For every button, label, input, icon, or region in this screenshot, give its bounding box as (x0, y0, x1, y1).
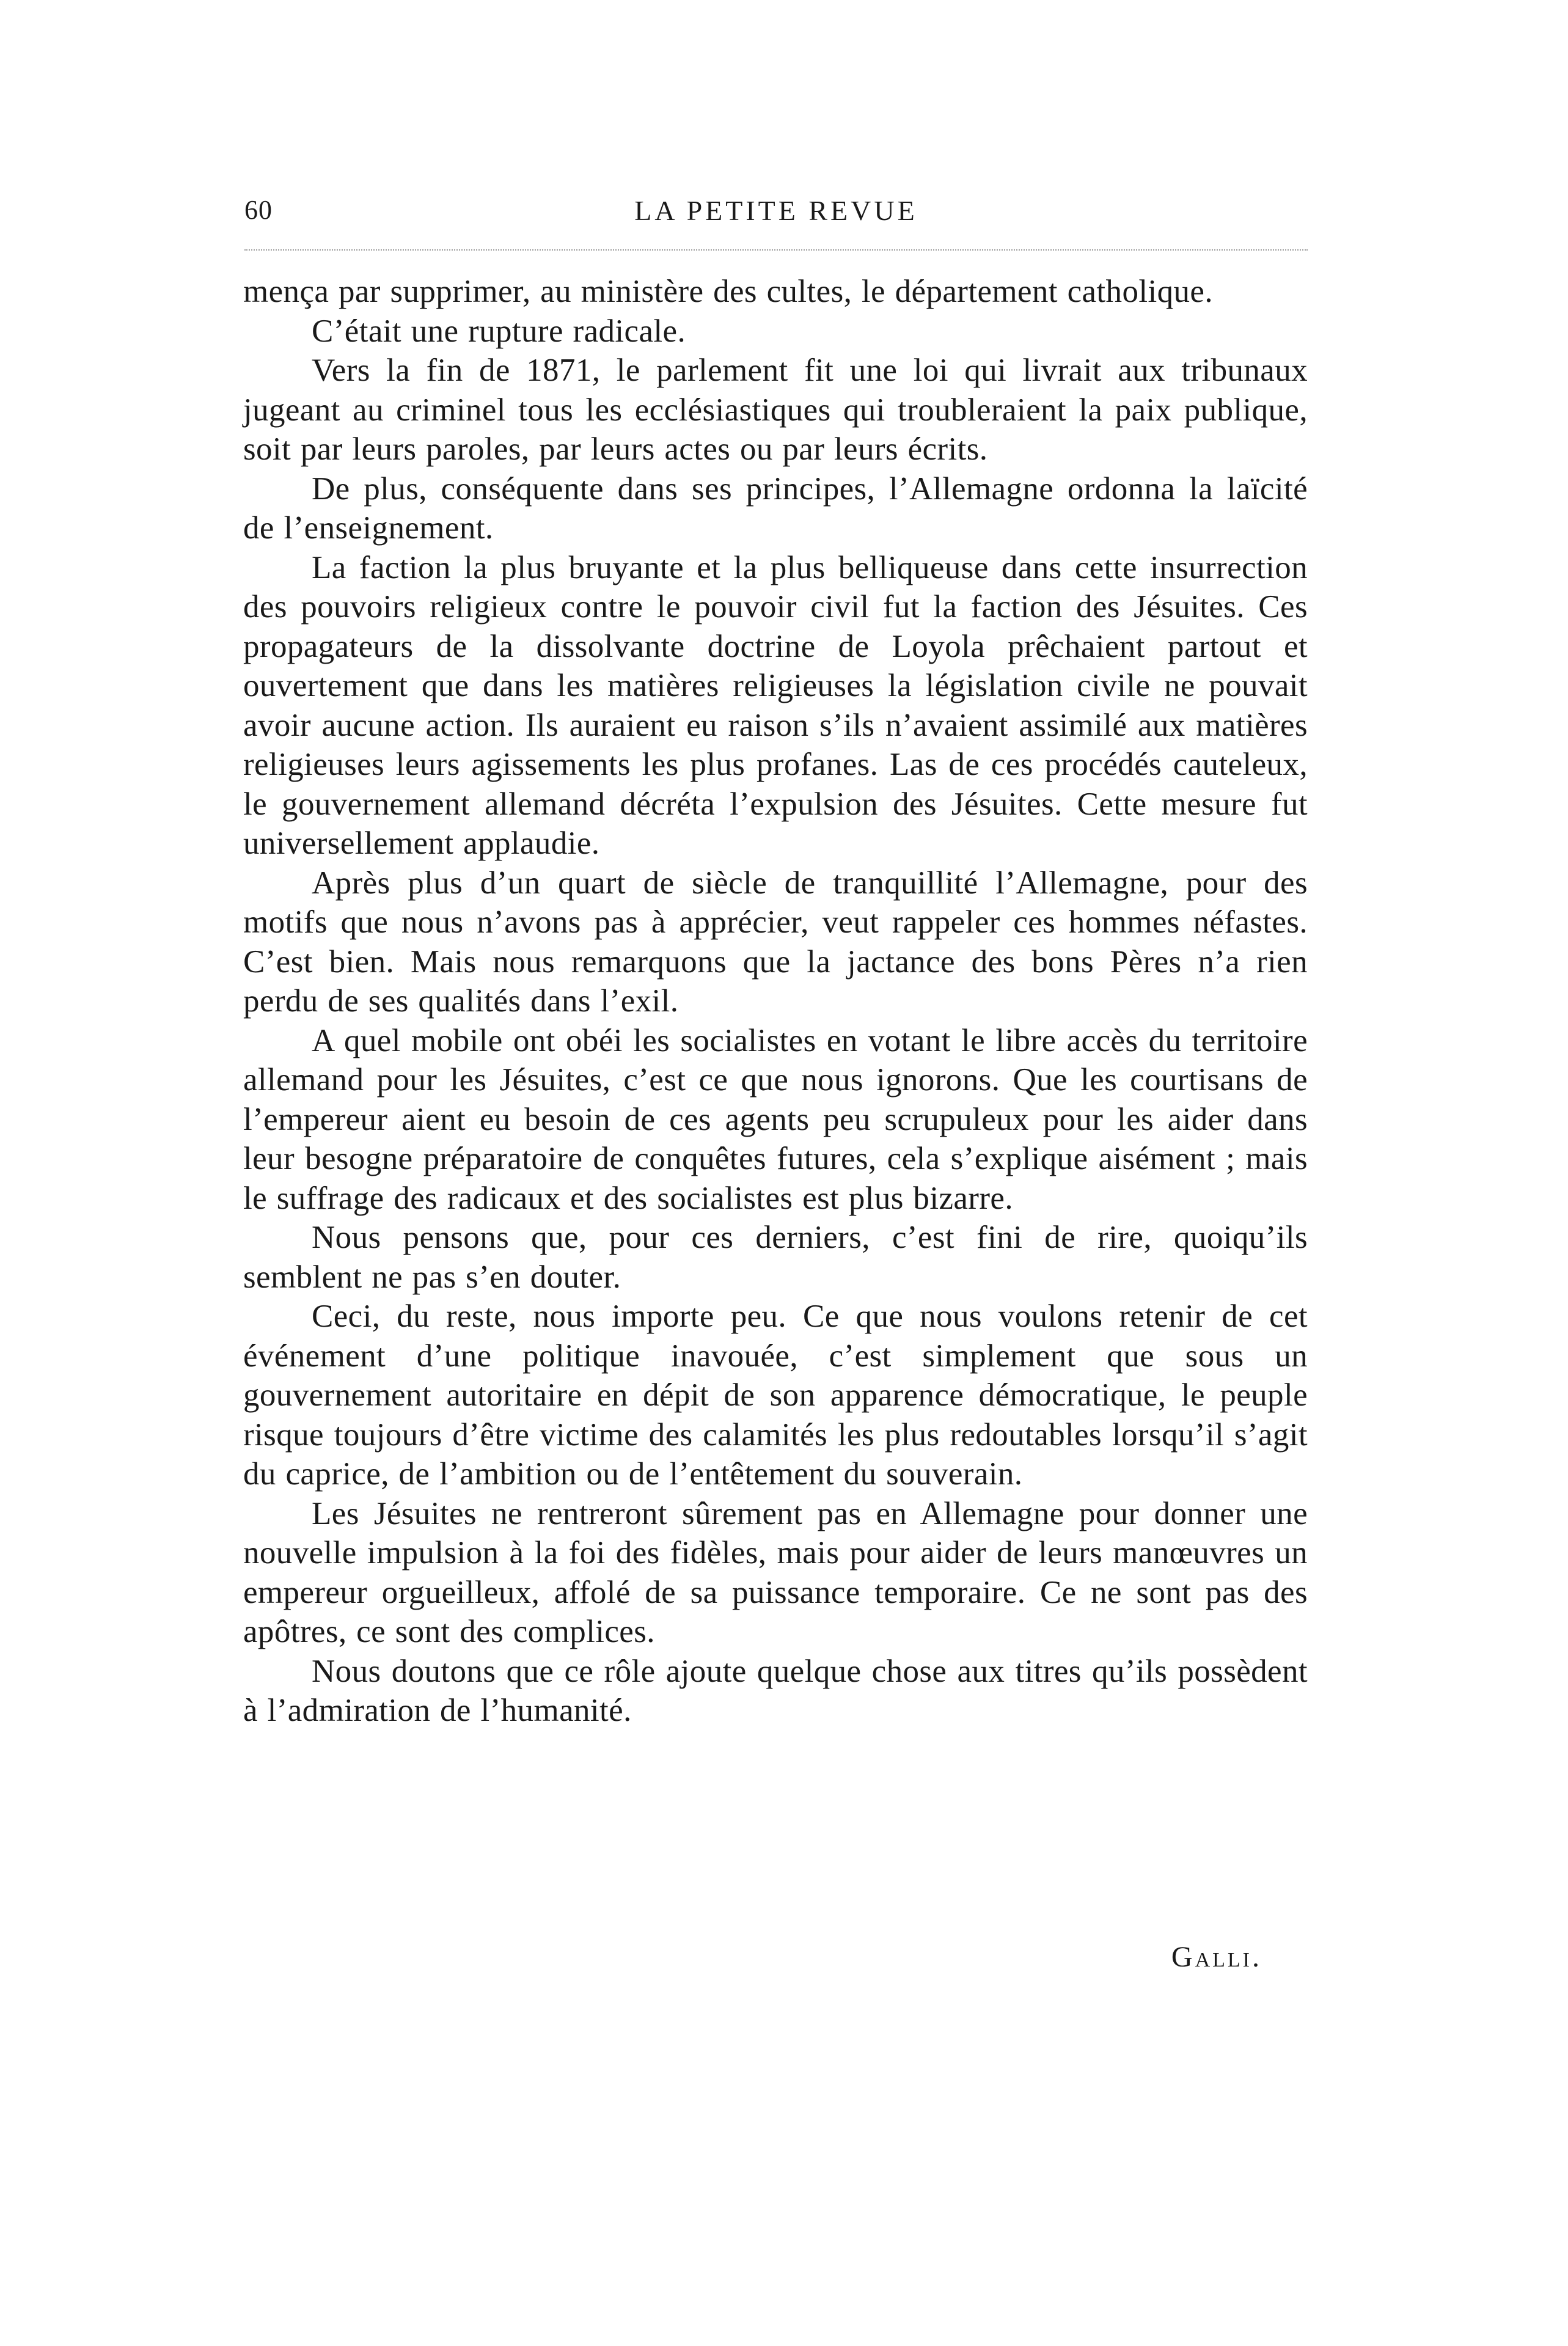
header-rule (244, 249, 1308, 251)
paragraph: Nous doutons que ce rôle ajoute quelque chose aux titres qu’ils possèdent à l’admiration de l’humanité. (243, 1653, 1308, 1728)
paragraph: mença par supprimer, au ministère des cultes, le département catholique. (243, 274, 1213, 309)
paragraph: La faction la plus bruyante et la plus belliqueuse dans cette insurrection des pouvoirs religieux contre le pouvoir civil fut la faction des Jésuites. Ces propagateurs de la dissolvante doctrine de Loyola prêchaient partout et ouvertement que dans les matières religieuses la législation civile ne pouvait avoir aucune action. Ils auraient eu raison s’ils n’avaient assimilé aux matières religieuses leurs agissements les plus profanes. Las de ces procédés cauteleux, le gouvernement allemand décréta l’expulsion des Jésuites. Cette mesure fut universellement applaudie. (243, 549, 1308, 861)
page-number: 60 (244, 195, 273, 225)
paragraph: A quel mobile ont obéi les socialistes en votant le libre accès du territoire allemand pour les Jésuites, c’est ce que nous ignorons. Que les courtisans de l’empereur aient eu besoin de ces agents peu scrupuleux pour les aider dans leur besogne préparatoire de conquêtes futures, cela s’explique aisément ; mais le suffrage des radicaux et des socialistes est plus bizarre. (243, 1022, 1308, 1216)
running-title: LA PETITE REVUE (634, 195, 918, 226)
paragraph: Vers la fin de 1871, le parlement fit une loi qui livrait aux tribunaux jugeant au criminel tous les ecclésiastiques qui troubleraient la paix publique, soit par leurs paroles, par leurs actes ou par leurs écrits. (243, 353, 1308, 467)
paragraph: Les Jésuites ne rentreront sûrement pas en Allemagne pour donner une nouvelle impulsion à la foi des fidèles, mais pour aider de leurs manœuvres un empereur orgueilleux, affolé de sa puissance temporaire. Ce ne sont pas des apôtres, ce sont des complices. (243, 1495, 1308, 1649)
paragraph: C’était une rupture radicale. (312, 313, 686, 349)
paragraph: Après plus d’un quart de siècle de tranquillité l’Allemagne, pour des motifs que nous n’avons pas à apprécier, veut rappeler ces hommes néfastes. C’est bien. Mais nous remarquons que la jactance des bons Pères n’a rien perdu de ses qualités dans l’exil. (243, 865, 1308, 1019)
page-header (244, 194, 1308, 243)
paragraph: De plus, conséquente dans ses principes, l’Allemagne ordonna la laïcité de l’enseignement. (243, 471, 1308, 546)
paragraph: Ceci, du reste, nous importe peu. Ce que nous voulons retenir de cet événement d’une politique inavouée, c’est simplement que sous un gouvernement autoritaire en dépit de son apparence démocratique, le peuple risque toujours d’être victime des calamités les plus redoutables lorsqu’il s’agit du caprice, de l’ambition ou de l’entêtement du souverain. (243, 1299, 1308, 1492)
paragraph: Nous pensons que, pour ces derniers, c’est fini de rire, quoiqu’ils semblent ne pas s’en douter. (243, 1220, 1308, 1295)
author-signature: Galli. (1171, 1941, 1262, 1973)
article-body (243, 272, 1308, 1731)
